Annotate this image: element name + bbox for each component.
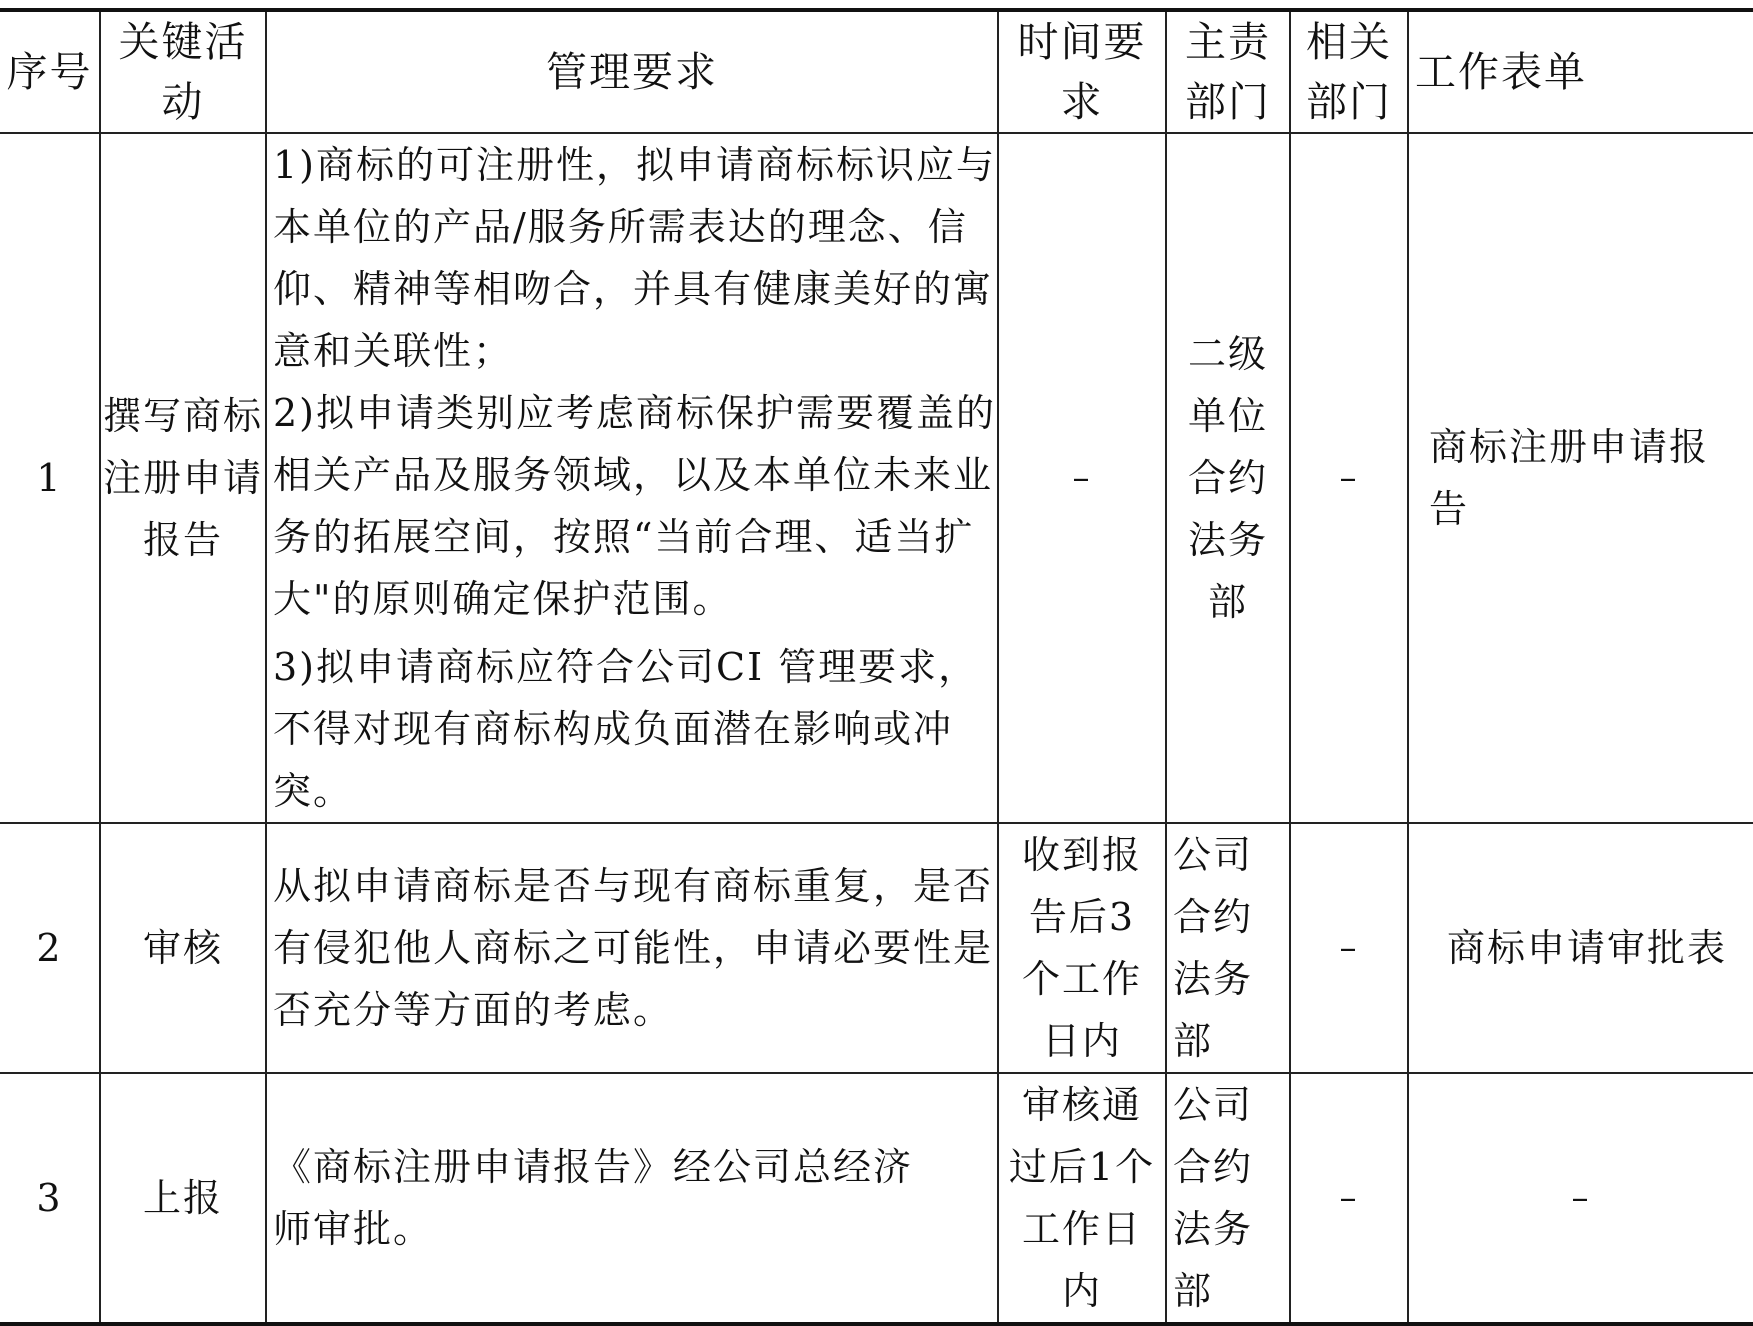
requirement-item: 《商标注册申请报告》经公司总经济师审批。: [273, 1145, 914, 1251]
row-time: 审核通过后1个工作日内: [998, 1073, 1166, 1324]
row-no: 1: [0, 133, 100, 823]
row-time: 收到报告后3 个工作日内: [998, 823, 1166, 1073]
requirement-item: 从拟申请商标是否与现有商标重复，是否有侵犯他人商标之可能性，申请必要性是否充分等方面的考虑。: [273, 864, 994, 1032]
row-requirements: [266, 133, 998, 823]
row-activity: 审核: [100, 823, 266, 1073]
header-no: 序号: [0, 10, 100, 133]
row-related-dept: –: [1290, 133, 1408, 823]
table-row: [0, 1073, 1753, 1324]
header-related-dept: 相关部门: [1290, 10, 1408, 133]
table-row: [0, 133, 1753, 823]
row-activity: 上报: [100, 1073, 266, 1324]
row-form: 商标注册申请报告: [1408, 133, 1753, 823]
table-row: [0, 823, 1753, 1073]
header-time: 时间要求: [998, 10, 1166, 133]
row-activity: 撰写商标注册申请报告: [100, 133, 266, 823]
header-form: 工作表单: [1408, 10, 1753, 133]
row-no: 2: [0, 823, 100, 1073]
requirement-item: 3)拟申请商标应符合公司CI 管理要求，不得对现有商标构成负面潜在影响或冲突。: [273, 645, 979, 813]
row-main-dept: 公司合约法务部: [1166, 823, 1290, 1073]
header-activity: 关键活动: [100, 10, 266, 133]
row-form: –: [1408, 1073, 1753, 1324]
row-form: 商标申请审批表: [1408, 823, 1753, 1073]
header-main-dept: 主责部门: [1166, 10, 1290, 133]
row-related-dept: –: [1290, 1073, 1408, 1324]
row-related-dept: –: [1290, 823, 1408, 1073]
row-main-dept: 二级单位合约法务部: [1166, 133, 1290, 823]
requirement-item: 2)拟申请类别应考虑商标保护需要覆盖的相关产品及服务领域，以及本单位未来业务的拓展空间，按照“当前合理、适当扩大"的原则确定保护范围。: [273, 391, 997, 621]
header-requirement: 管理要求: [266, 10, 998, 133]
header-row: [0, 10, 1753, 133]
row-main-dept: 公司合约法务部: [1166, 1073, 1290, 1324]
requirement-item: 1)商标的可注册性，拟申请商标标识应与本单位的产品/服务所需表达的理念、信仰、精神等相吻合，并具有健康美好的寓意和关联性；: [273, 143, 997, 373]
process-table: [0, 8, 1753, 1326]
row-time: –: [998, 133, 1166, 823]
row-no: 3: [0, 1073, 100, 1324]
row-requirements: [266, 1073, 998, 1324]
row-requirements: [266, 823, 998, 1073]
